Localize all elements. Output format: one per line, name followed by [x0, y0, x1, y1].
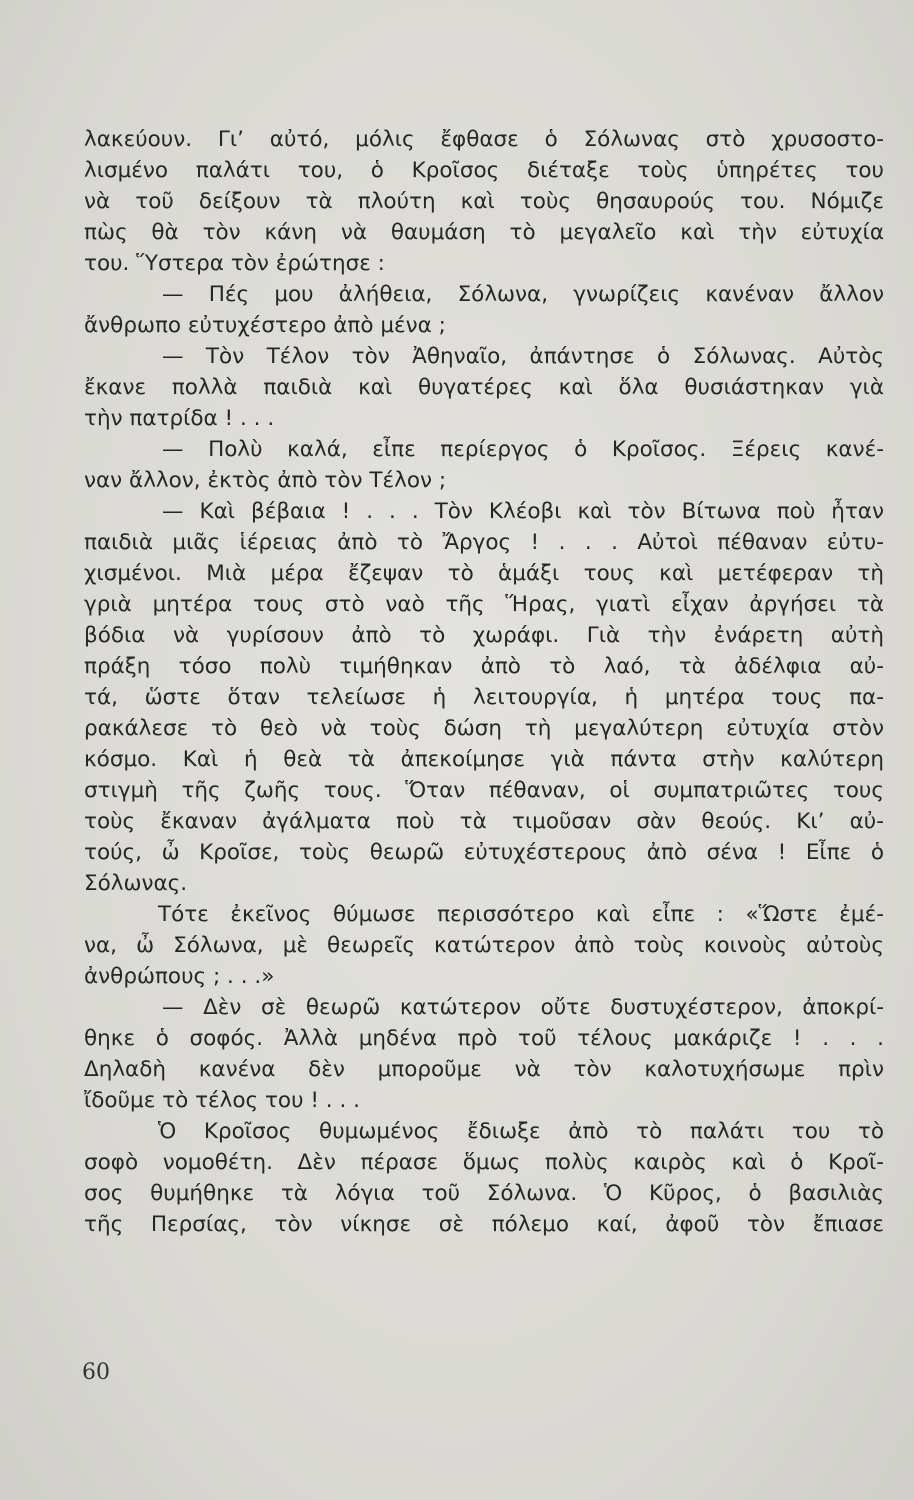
text-line: ἔκανε πολλὰ παιδιὰ καὶ θυγατέρες καὶ ὅλα θυσιάστηκαν γιὰ [84, 375, 884, 400]
text-line: ναν ἄλλον, ἐκτὸς ἀπὸ τὸν Τέλον ; [84, 468, 447, 493]
text-line: τῆς Περσίας, τὸν νίκησε σὲ πόλεμο καί, ἀφοῦ τὸν ἔπιασε [84, 1212, 884, 1237]
text-line: σος θυμήθηκε τὰ λόγια τοῦ Σόλωνα. Ὁ Κῦρος, ὁ βασιλιὰς [84, 1181, 884, 1206]
body-text [84, 124, 884, 1240]
text-line: Τότε ἐκεῖνος θύμωσε περισσότερο καὶ εἶπε : «Ὥστε ἐμέ- [158, 902, 884, 927]
text-line: — Τὸν Τέλον τὸν Ἀθηναῖο, ἀπάντησε ὁ Σόλωνας. Αὐτὸς [162, 344, 884, 369]
text-line: κόσμο. Καὶ ἡ θεὰ τὰ ἀπεκοίμησε γιὰ πάντα στὴν καλύτερη [84, 747, 884, 772]
text-line: Ὁ Κροῖσος θυμωμένος ἔδιωξε ἀπὸ τὸ παλάτι του τὸ [158, 1119, 884, 1144]
text-line: παιδιὰ μιᾶς ἱέρειας ἀπὸ τὸ Ἄργος ! . . . Αὐτοὶ πέθαναν εὐτυ- [84, 530, 884, 555]
text-line: Δηλαδὴ κανένα δὲν μποροῦμε νὰ τὸν καλοτυχήσωμε πρὶν [84, 1057, 884, 1082]
text-line: τοὺς ἔκαναν ἀγάλματα ποὺ τὰ τιμοῦσαν σὰν θεούς. Κι’ αὐ- [84, 809, 884, 834]
text-line: λακεύουν. Γι’ αὐτό, μόλις ἔφθασε ὁ Σόλωνας στὸ χρυσοστο- [84, 127, 884, 152]
text-line: τούς, ὦ Κροῖσε, τοὺς θεωρῶ εὐτυχέστερους ἀπὸ σένα ! Εἶπε ὁ [84, 840, 884, 865]
text-line: στιγμὴ τῆς ζωῆς τους. Ὅταν πέθαναν, οἱ συμπατριῶτες τους [84, 778, 884, 803]
text-line: λισμένο παλάτι του, ὁ Κροῖσος διέταξε τοὺς ὑπηρέτες του [84, 158, 884, 183]
text-line: — Πές μου ἀλήθεια, Σόλωνα, γνωρίζεις κανέναν ἄλλον [162, 282, 884, 307]
text-line: ρακάλεσε τὸ θεὸ νὰ τοὺς δώση τὴ μεγαλύτερη εὐτυχία στὸν [84, 716, 884, 741]
text-line: ἴδοῦμε τὸ τέλος του ! . . . [84, 1088, 360, 1113]
text-line: βόδια νὰ γυρίσουν ἀπὸ τὸ χωράφι. Γιὰ τὴν ἐνάρετη αὐτὴ [84, 623, 884, 648]
text-line: θηκε ὁ σοφός. Ἀλλὰ μηδένα πρὸ τοῦ τέλους μακάριζε ! . . . [84, 1026, 884, 1051]
text-line: ἄνθρωπο εὐτυχέστερο ἀπὸ μένα ; [84, 313, 446, 338]
text-line: ἀνθρώπους ; . . .» [84, 964, 275, 989]
text-line: νὰ τοῦ δείξουν τὰ πλούτη καὶ τοὺς θησαυρούς του. Νόμιζε [84, 189, 884, 214]
text-line: πράξη τόσο πολὺ τιμήθηκαν ἀπὸ τὸ λαό, τὰ ἀδέλφια αὐ- [84, 654, 884, 679]
text-line: σοφὸ νομοθέτη. Δὲν πέρασε ὅμως πολὺς καιρὸς καὶ ὁ Κροῖ- [84, 1150, 884, 1175]
text-line: να, ὦ Σόλωνα, μὲ θεωρεῖς κατώτερον ἀπὸ τοὺς κοινοὺς αὐτοὺς [84, 933, 884, 958]
page-number: 60 [82, 1360, 110, 1385]
text-line: Σόλωνας. [84, 871, 188, 896]
text-line: — Δὲν σὲ θεωρῶ κατώτερον οὔτε δυστυχέστερον, ἀποκρί- [162, 995, 884, 1020]
text-line: τὴν πατρίδα ! . . . [84, 406, 275, 431]
text-line: γριὰ μητέρα τους στὸ ναὸ τῆς Ἥρας, γιατὶ εἶχαν ἀργήσει τὰ [84, 592, 884, 617]
text-line: πὼς θὰ τὸν κάνη νὰ θαυμάση τὸ μεγαλεῖο καὶ τὴν εὐτυχία [84, 220, 884, 245]
text-line: — Καὶ βέβαια ! . . . Τὸν Κλέοβι καὶ τὸν Βίτωνα ποὺ ἦταν [162, 499, 884, 524]
text-line: τά, ὥστε ὅταν τελείωσε ἡ λειτουργία, ἡ μητέρα τους πα- [84, 685, 884, 710]
text-line: του. Ὕστερα τὸν ἐρώτησε : [84, 251, 385, 276]
text-line: — Πολὺ καλά, εἶπε περίεργος ὁ Κροῖσος. Ξέρεις κανέ- [162, 437, 884, 462]
text-line: χισμένοι. Μιὰ μέρα ἔζεψαν τὸ ἁμάξι τους καὶ μετέφεραν τὴ [84, 561, 884, 586]
